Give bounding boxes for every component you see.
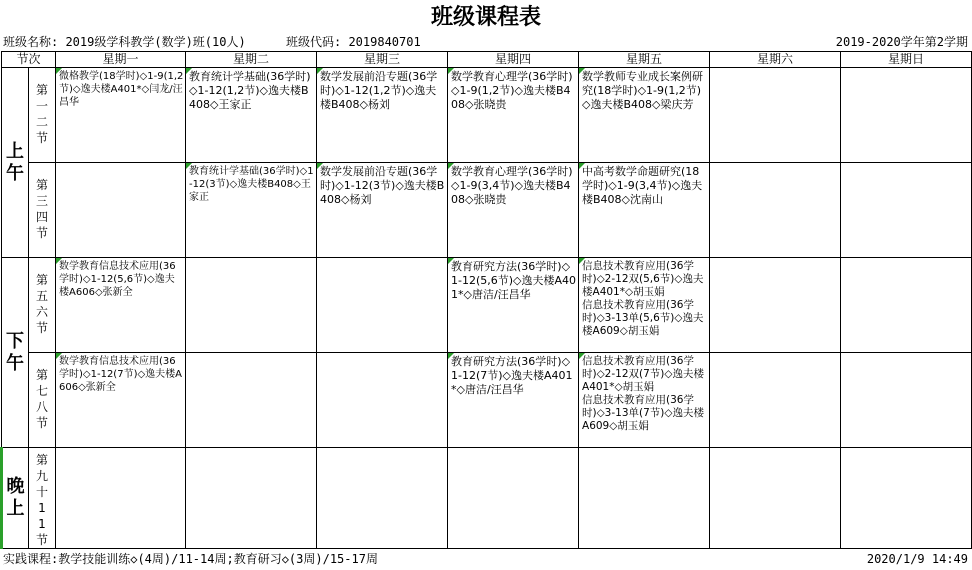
course-cell-empty[interactable] [710, 448, 841, 549]
slot-label [29, 68, 56, 163]
course-cell-empty[interactable] [710, 163, 841, 258]
table-row [2, 163, 972, 258]
header-row [2, 52, 972, 68]
slot-text: 第七八节 [35, 368, 48, 430]
course-cell[interactable] [56, 258, 186, 353]
course-text: 信息技术教育应用(36学时)◇3-13单(5,6节)◇逸夫楼A609◇胡玉娟 [582, 299, 704, 337]
period-afternoon [2, 258, 29, 448]
slot-label [29, 258, 56, 353]
header-day-tue: 星期二 [186, 52, 317, 68]
course-text: 微格教学(18学时)◇1-9(1,2节)◇逸夫楼A401*◇闫龙/汪昌华 [59, 71, 184, 108]
course-cell[interactable] [186, 68, 317, 163]
course-cell[interactable] [448, 353, 579, 448]
comment-marker-icon [56, 353, 62, 359]
comment-marker-icon [448, 68, 454, 74]
course-cell[interactable] [56, 353, 186, 448]
slot-text: 第三四节 [35, 178, 48, 240]
course-text: 数学教育心理学(36学时)◇1-9(1,2节)◇逸夫楼B408◇张晓贵 [451, 70, 573, 111]
header-day-sat: 星期六 [710, 52, 841, 68]
comment-marker-icon [579, 68, 585, 74]
comment-marker-icon [579, 163, 585, 169]
slot-label [29, 353, 56, 448]
course-cell-empty[interactable] [56, 163, 186, 258]
course-cell[interactable] [317, 163, 448, 258]
course-cell[interactable] [448, 163, 579, 258]
course-text: 数学教育信息技术应用(36学时)◇1-12(5,6节)◇逸夫楼A606◇张新全 [59, 261, 176, 298]
course-cell-empty[interactable] [579, 448, 710, 549]
term-label: 2019-2020学年第2学期 [835, 35, 968, 49]
course-cell-empty[interactable] [448, 448, 579, 549]
header-day-mon: 星期一 [56, 52, 186, 68]
table-row [2, 448, 972, 549]
header-day-wed: 星期三 [317, 52, 448, 68]
course-text: 数学教育心理学(36学时)◇1-9(3,4节)◇逸夫楼B408◇张晓贵 [451, 165, 573, 206]
course-cell[interactable] [579, 353, 710, 448]
comment-marker-icon [56, 68, 62, 74]
course-cell-empty[interactable] [56, 448, 186, 549]
course-text: 信息技术教育应用(36学时)◇2-12双(7节)◇逸夫楼A401*◇胡玉娟 [582, 355, 704, 393]
course-text: 数学教育信息技术应用(36学时)◇1-12(7节)◇逸夫楼A606◇张新全 [59, 356, 182, 393]
comment-marker-icon [448, 163, 454, 169]
course-text: 教育统计学基础(36学时)◇1-12(3节)◇逸夫楼B408◇王家正 [189, 166, 314, 203]
course-text: 数学发展前沿专题(36学时)◇1-12(1,2节)◇逸夫楼B408◇杨刘 [320, 70, 438, 111]
course-text: 教育研究方法(36学时)◇1-12(5,6节)◇逸夫楼A401*◇唐洁/汪昌华 [451, 260, 577, 301]
course-cell[interactable] [448, 68, 579, 163]
class-code: 班级代码: 2019840701 [286, 35, 421, 49]
course-text: 教育研究方法(36学时)◇1-12(7节)◇逸夫楼A401*◇唐洁/汪昌华 [451, 355, 573, 396]
table-row [2, 353, 972, 448]
header-day-fri: 星期五 [579, 52, 710, 68]
course-cell-empty[interactable] [186, 448, 317, 549]
period-morning [2, 68, 29, 258]
course-text: 数学发展前沿专题(36学时)◇1-12(3节)◇逸夫楼B408◇杨刘 [320, 165, 445, 206]
table-row [2, 68, 972, 163]
slot-text: 第一二节 [35, 83, 48, 145]
class-name: 班级名称: 2019级学科教学(数学)班(10人) [3, 35, 246, 49]
course-cell-empty[interactable] [710, 353, 841, 448]
period-label: 上午 [6, 140, 24, 184]
period-label: 晚上 [6, 476, 25, 519]
course-cell-empty[interactable] [841, 258, 972, 353]
comment-marker-icon [56, 258, 62, 264]
course-cell-empty[interactable] [841, 68, 972, 163]
course-cell-empty[interactable] [841, 448, 972, 549]
course-text: 中高考数学命题研究(18学时)◇1-9(3,4节)◇逸夫楼B408◇沈南山 [582, 165, 703, 206]
header-slot: 节次 [2, 52, 56, 68]
course-cell[interactable] [448, 258, 579, 353]
header-day-sun: 星期日 [841, 52, 972, 68]
period-evening [2, 448, 29, 549]
slot-text: 第九十11节 [35, 453, 48, 547]
header-day-thu: 星期四 [448, 52, 579, 68]
course-cell-empty[interactable] [710, 68, 841, 163]
course-cell-empty[interactable] [186, 353, 317, 448]
slot-text: 第五六节 [35, 273, 48, 335]
course-cell[interactable] [317, 68, 448, 163]
course-text: 数学教师专业成长案例研究(18学时)◇1-9(1,2节)◇逸夫楼B408◇梁庆芳 [582, 70, 704, 111]
page-title: 班级课程表 [430, 4, 541, 30]
comment-marker-icon [186, 68, 192, 74]
course-cell-empty[interactable] [841, 353, 972, 448]
table-row [2, 258, 972, 353]
course-cell-empty[interactable] [317, 353, 448, 448]
course-cell[interactable] [56, 68, 186, 163]
slot-label [29, 448, 56, 549]
course-cell-empty[interactable] [841, 163, 972, 258]
comment-marker-icon [317, 163, 323, 169]
comment-marker-icon [579, 353, 585, 359]
course-cell-empty[interactable] [186, 258, 317, 353]
course-cell[interactable] [579, 258, 710, 353]
print-timestamp: 2020/1/9 14:49 [866, 552, 968, 566]
course-cell[interactable] [579, 163, 710, 258]
course-cell-empty[interactable] [317, 258, 448, 353]
course-cell-empty[interactable] [710, 258, 841, 353]
schedule-table [0, 51, 972, 549]
course-cell-empty[interactable] [317, 448, 448, 549]
course-text: 信息技术教育应用(36学时)◇3-13单(7节)◇逸夫楼A609◇胡玉娟 [582, 394, 704, 432]
practice-courses: 实践课程:教学技能训练◇(4周)/11-14周;教育研习◇(3周)/15-17周 [3, 552, 378, 566]
comment-marker-icon [579, 258, 585, 264]
period-label: 下午 [6, 330, 24, 374]
course-cell[interactable] [186, 163, 317, 258]
comment-marker-icon [448, 353, 454, 359]
comment-marker-icon [317, 68, 323, 74]
slot-label [29, 163, 56, 258]
course-cell[interactable] [579, 68, 710, 163]
comment-marker-icon [448, 258, 454, 264]
course-text: 教育统计学基础(36学时)◇1-12(1,2节)◇逸夫楼B408◇王家正 [189, 70, 311, 111]
course-text: 信息技术教育应用(36学时)◇2-12双(5,6节)◇逸夫楼A401*◇胡玉娟 [582, 260, 704, 298]
comment-marker-icon [186, 163, 192, 169]
